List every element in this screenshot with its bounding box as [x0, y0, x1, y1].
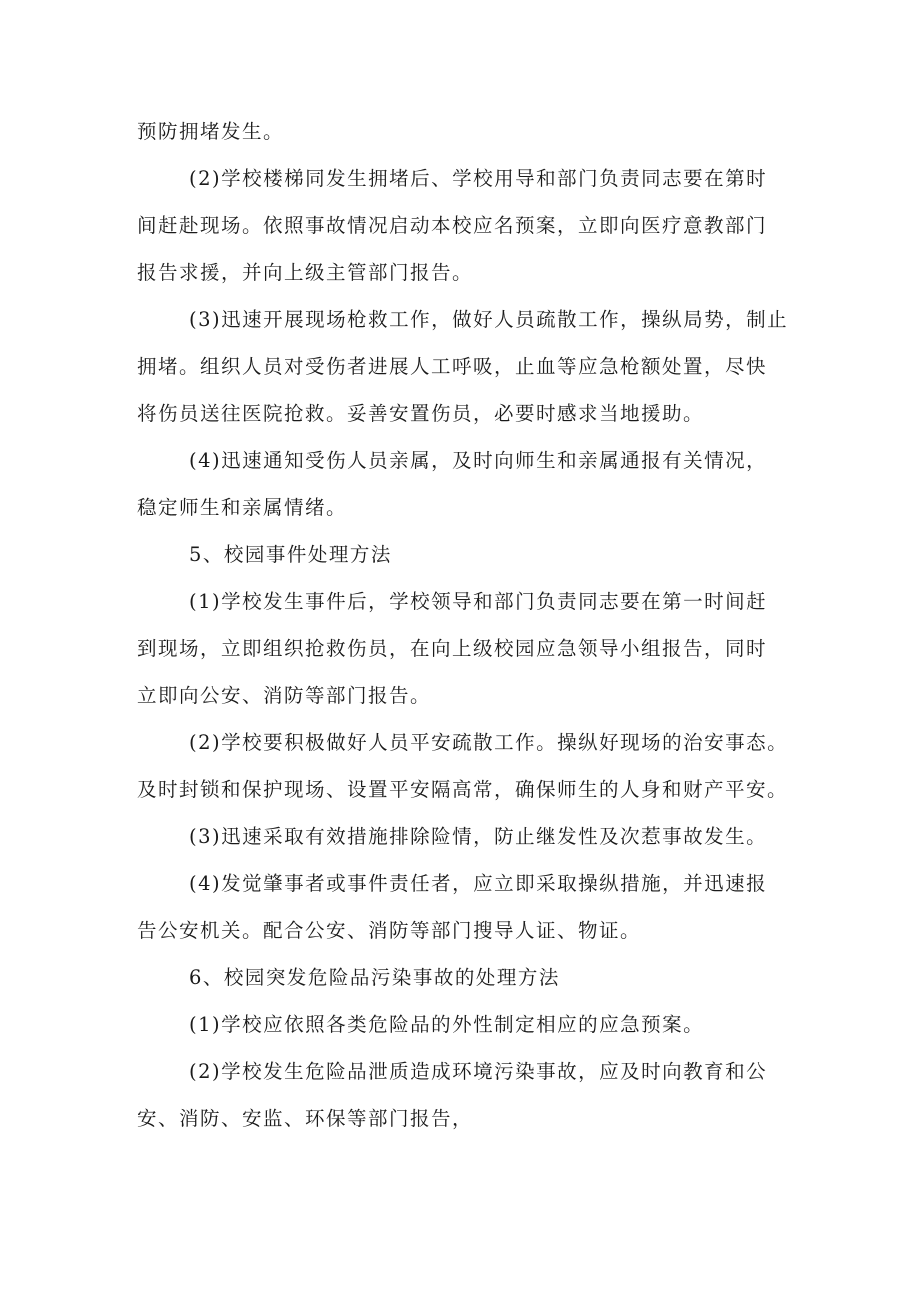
text-line: (4)迅速通知受伤人员亲属，及时向师生和亲属通报有关情况， [189, 449, 768, 472]
text-line: 报告求援，并向上级主管部门报告。 [137, 261, 474, 284]
text-line: (1)学校发生事件后，学校领导和部门负责同志要在第一时间赶 [189, 590, 768, 613]
text-line: 预防拥堵发生。 [137, 120, 285, 143]
text-line: (2)学校要积极做好人员平安疏散工作。操纵好现场的治安事态。 [189, 731, 789, 754]
text-line: (3)迅速开展现场枪救工作，做好人员疏散工作，操纵局势，制止 [189, 308, 789, 331]
text-line: 到现场，立即组织抢救伤员，在向上级校园应急领导小组报告，同时 [137, 637, 768, 660]
text-line: (2)学校发生危险品泄质造成环境污染事故，应及时向教育和公 [189, 1060, 768, 1083]
text-line: (2)学校楼梯同发生拥堵后、学校用导和部门负责同志要在第时 [189, 167, 768, 190]
text-line: 安、消防、安监、环保等部门报告， [137, 1107, 474, 1130]
text-line: 拥堵。组织人员对受伤者进展人工呼吸，止血等应急枪额处置，尽快 [137, 355, 768, 378]
text-line: (1)学校应依照各类危险品的外性制定相应的应急预案。 [189, 1013, 705, 1036]
text-line: 间赶赴现场。依照事故情况启动本校应名预案，立即向医疗意教部门 [137, 214, 768, 237]
text-line: (4)发觉肇事者或事件责任者，应立即采取操纵措施，并迅速报 [189, 872, 768, 895]
document-body [137, 108, 797, 1142]
section-heading: 5、校园事件处理方法 [189, 543, 392, 566]
text-line: 稳定师生和亲属情绪。 [137, 496, 348, 519]
text-line: 立即向公安、消防等部门报告。 [137, 684, 432, 707]
text-line: 及时封锁和保护现场、设置平安隔高常，确保师生的人身和财产平安。 [137, 778, 789, 801]
text-line: 告公安机关。配合公安、消防等部门搜导人证、物证。 [137, 919, 642, 942]
section-heading: 6、校园突发危险品污染事故的处理方法 [189, 966, 560, 989]
text-line: (3)迅速采取有效措施排除险情，防止继发性及次惹事故发生。 [189, 825, 768, 848]
text-line: 将伤员送往医院抢救。妥善安置伤员，必要时感求当地援助。 [137, 402, 705, 425]
